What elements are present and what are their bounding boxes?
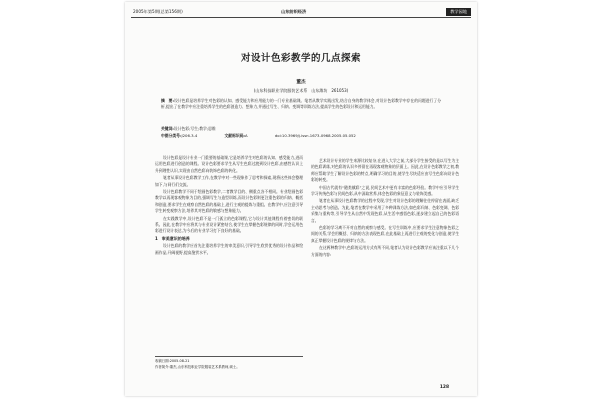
keywords-text: 设计色彩;写生;教学;思维 (173, 126, 216, 131)
paragraph: 在这两种教学中,色彩的运用方式有所不同,笔者认为设计色彩教学应该注重以下几个方面的内容: (311, 245, 459, 257)
abstract-text: 设计色彩是培养学生对色彩的认知、感受能力和应用能力的一门专业基础课。笔者从教学实践出发,结合自身的教学体会,对设计色彩教学中存在的问题进行了分析,提出了在教学中应注重培养学生的色彩创造力、想象力,并通过写生、归纳、变调等训练方法,提高学生的色彩设计和运用能力。 (161, 98, 441, 110)
author-name: 董杰 (296, 80, 306, 85)
section-heading: 1 审美意识的培养 (155, 235, 190, 241)
doc-code (225, 133, 248, 138)
classification-codes (161, 133, 441, 139)
doc-label: 文献标识码: (224, 133, 246, 138)
doc-value: A (245, 133, 248, 138)
journal-page (125, 2, 477, 396)
article-title: 对设计色彩教学的几点探索 (240, 53, 361, 64)
paragraph: 设计色彩教学不同于绘画色彩教学,二者教学目的、侧重点各不相同。专业绘画色彩教学以再现客观物象为目的,强调写生与造型训练,而设计色彩则更注重色彩的归纳、概括和创造,要求学生在观察自然色彩的基础上,进行主观的提炼与重组。在教学中,应注意引导学生转变观察方法,培养其对色彩的敏感与想象能力。 (155, 189, 303, 214)
clc-code (161, 133, 197, 138)
abstract (161, 98, 441, 111)
keywords (161, 126, 441, 132)
paragraph: 设计色彩是设计专业一门重要的基础课,它是培养学生对色彩的认知、感受能力,进而运用色彩进行创造的课程。设计色彩要求学生从写生色彩过渡到设计色彩,由感性认识上升到理性认识,实现由自然色彩向装饰色彩的转化。 (155, 155, 303, 173)
issue-info: 2005年第5期(总第156期) (133, 9, 183, 14)
doi: doi:10.3969/j.issn.1673-0968.2005.05.052 (274, 133, 356, 138)
received-date: 收稿日期:2005-08-21 (155, 359, 190, 363)
page-number: 128 (439, 385, 449, 390)
clc-label: 中图分类号: (161, 133, 182, 138)
page-header (131, 7, 471, 18)
body-column-right (311, 158, 459, 259)
paragraph: 笔者从事设计色彩教学工作,在教学中对一些现象作了思考和探索,现将这些体会整理如下,与同行们交流。 (155, 175, 303, 187)
body-column-left (155, 155, 303, 257)
clc-value: J206.3-4 (181, 133, 198, 138)
author-affiliation: (山东科技职业学院服装艺术系 山东潍坊 261053) (253, 88, 349, 93)
paragraph: 设计色彩的教学应首先注重培养学生的审美意识,引导学生欣赏优秀的设计作品和绘画作品,开阔视野,提高鉴赏水平。 (155, 243, 303, 255)
journal-name: 山东纺织经济 (281, 9, 307, 14)
paragraph: 笔者在从事设计色彩教学的过程中发现,学生对设计色彩的理解往往停留在表面,缺乏主动思考与创造。为此,笔者在教学中采用了多种训练方法,如色彩归纳、色彩变调、色彩采集与重构等,引导学生从自然中发现色彩,从生活中感悟色彩,逐步建立起自己的色彩语言。 (311, 198, 459, 223)
abstract-label: 摘 要: (161, 98, 175, 103)
paragraph: 在实践教学中,设计色彩不是一门孤立的色彩课程,它与设计其他课程有着密切的联系。因此,在教学中应将其与专业设计紧密结合,使学生在掌握色彩规律的同时,学会运用色彩进行设计表达,为今后的专业学习打下良好的基础。 (155, 215, 303, 234)
paragraph: 中国古代就有“随类赋彩”之说,民间艺术中更有丰富的色彩经验。教学中应引导学生学习传统色彩与民间色彩,从中汲取营养,体会色彩的象征意义与装饰美感。 (311, 184, 459, 197)
author-bio: 作者简介:董杰,山东科技职业学院服装艺术系教师,硕士。 (155, 364, 240, 369)
paragraph: 艺术设计专业的学生来源比较复杂,在进入大学之前,大部分学生接受的是以写生为主的色彩训练,对色彩的认识多停留在再现客观物象的层面上。因此,在设计色彩教学之初,教师应帮助学生了解设计色彩的特点,明确学习的目的,使学生尽快适应由写生色彩向设计色彩的转变。 (311, 158, 459, 183)
paragraph: 色彩的学习离不开对自然的观察与感受。在写生训练中,应要求学生注意物象色彩之间的关系,学会用概括、归纳的方法表现色彩,在此基础上再进行主观的变化与创造,使学生真正掌握设计色彩的规律与方法。 (311, 225, 459, 243)
keywords-label: 关键词: (161, 126, 174, 131)
section-badge: 教学园地 (446, 8, 471, 16)
footnote (155, 356, 303, 370)
